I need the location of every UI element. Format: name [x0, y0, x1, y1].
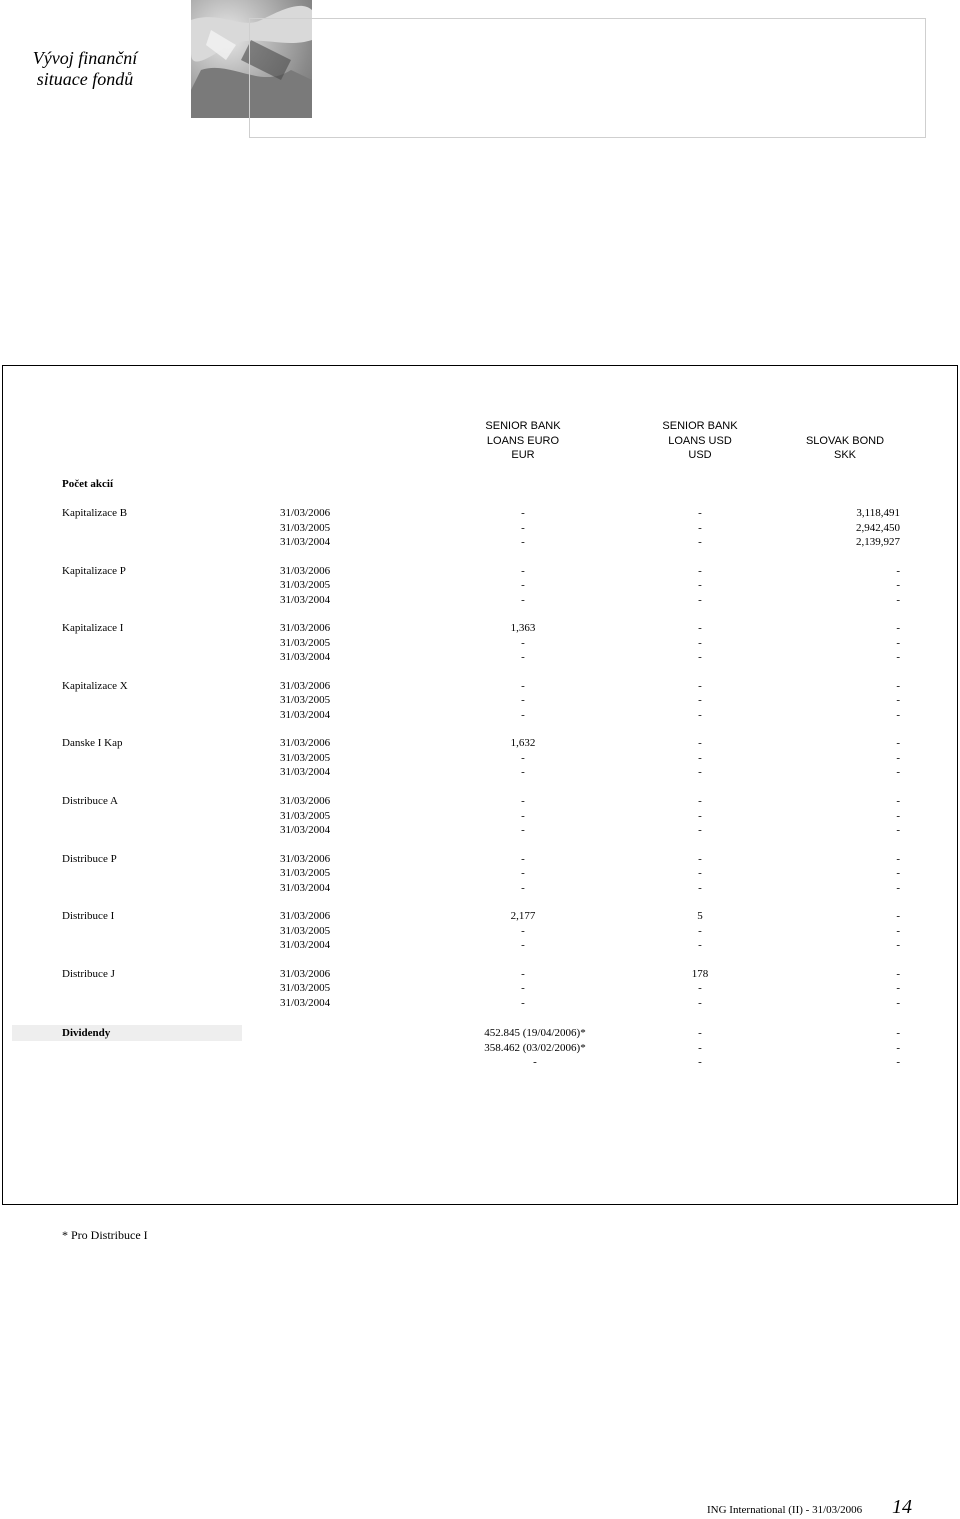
row-date: 31/03/2006 [280, 507, 331, 519]
table-cell: - [896, 795, 900, 807]
table-cell: - [521, 939, 525, 952]
column-header-line1: SENIOR BANK [485, 420, 561, 432]
table-cell: - [521, 967, 525, 980]
table-cell: - [896, 852, 900, 865]
dividend-cell: - [698, 1041, 702, 1054]
dividend-cell: - [698, 1056, 702, 1068]
page-title-line-1: Vývoj finanční [32, 48, 138, 68]
row-date: 31/03/2004 [280, 824, 331, 836]
row-date: 31/03/2005 [280, 867, 331, 880]
table-cell: - [698, 579, 702, 592]
row-date: 31/03/2006 [280, 737, 331, 750]
table-cell: 1,363 [510, 622, 536, 635]
table-cell: - [896, 564, 900, 577]
row-date: 31/03/2004 [280, 651, 331, 664]
table-cell: - [896, 982, 900, 995]
table-cell: - [698, 521, 702, 534]
table-cell: - [521, 536, 525, 548]
table-cell: 2,942,450 [856, 521, 900, 534]
row-date: 31/03/2005 [280, 809, 331, 822]
table-cell: - [698, 679, 702, 692]
row-date: 31/03/2004 [280, 881, 331, 894]
table-cell: - [698, 507, 702, 519]
table-cell: - [698, 751, 702, 764]
row-group-label: Kapitalizace P [62, 564, 126, 577]
table-cell: - [896, 910, 900, 923]
table-cell: 3,118,491 [856, 507, 900, 519]
row-date: 31/03/2006 [280, 910, 331, 923]
table-cell: - [896, 679, 900, 692]
column-header-line2: LOANS EURO [486, 435, 560, 447]
table-cell: 178 [691, 967, 709, 980]
row-group-label: Danske I Kap [62, 737, 123, 750]
column-header-currency: USD [688, 449, 712, 461]
column-header-line1: SENIOR BANK [662, 420, 738, 432]
table-cell: - [521, 996, 525, 1009]
table-cell: - [896, 824, 900, 836]
row-group-label: Distribuce I [62, 910, 115, 923]
table-cell: - [896, 708, 900, 721]
page-title [10, 48, 160, 90]
table-cell: - [698, 636, 702, 649]
table-cell: 1,632 [510, 737, 536, 750]
table-cell: - [896, 867, 900, 880]
table-cell: - [896, 737, 900, 750]
page-number: 14 [892, 1496, 912, 1518]
table-cell: - [698, 564, 702, 577]
column-header-currency: SKK [833, 449, 856, 461]
table-cell: - [698, 982, 702, 995]
table-cell: - [521, 766, 525, 779]
section-title: Počet akcií [62, 478, 114, 490]
row-date: 31/03/2005 [280, 924, 331, 937]
footer-text: ING International (II) - 31/03/2006 [707, 1504, 863, 1516]
table-cell: - [521, 809, 525, 822]
row-date: 31/03/2004 [280, 708, 331, 721]
dividends-label: Dividendy [62, 1027, 111, 1039]
table-cell: - [521, 694, 525, 707]
table-cell: - [698, 694, 702, 707]
table-cell: - [521, 507, 525, 519]
row-date: 31/03/2004 [280, 593, 331, 606]
table-cell: - [698, 881, 702, 894]
table-cell: - [896, 622, 900, 635]
table-cell: - [698, 622, 702, 635]
table-cell: - [521, 651, 525, 664]
table-cell: - [896, 881, 900, 894]
page-title-line-2: situace fondů [36, 69, 134, 89]
row-date: 31/03/2006 [280, 679, 331, 692]
row-date: 31/03/2006 [280, 852, 331, 865]
dividend-cell: - [896, 1027, 900, 1039]
table-cell: - [521, 579, 525, 592]
table-cell: - [896, 996, 900, 1009]
column-header-line2: LOANS USD [668, 435, 732, 447]
header-frame [249, 18, 926, 138]
table-cell: - [896, 636, 900, 649]
row-group-label: Kapitalizace X [62, 679, 128, 692]
table-cell: - [698, 939, 702, 952]
dividends-highlight [12, 1025, 242, 1041]
dividend-cell: - [896, 1056, 900, 1068]
row-date: 31/03/2006 [280, 564, 331, 577]
table-cell: - [896, 651, 900, 664]
table-cell: - [521, 824, 525, 836]
row-group-label: Distribuce P [62, 852, 117, 865]
table-cell: - [521, 751, 525, 764]
table-cell: - [521, 881, 525, 894]
table-cell: - [521, 636, 525, 649]
table-cell: - [521, 679, 525, 692]
table-cell: 5 [697, 910, 703, 923]
table-cell: - [521, 867, 525, 880]
column-header-currency: EUR [511, 449, 535, 461]
table-cell: - [896, 809, 900, 822]
table-cell: - [521, 852, 525, 865]
footnote: * Pro Distribuce I [62, 1228, 148, 1242]
table-cell: - [698, 809, 702, 822]
column-header-line2: SLOVAK BOND [805, 435, 885, 447]
table-cell: - [896, 694, 900, 707]
table-cell: 2,177 [510, 910, 536, 923]
table-cell: - [521, 982, 525, 995]
table-cell: - [698, 536, 702, 548]
row-date: 31/03/2005 [280, 982, 331, 995]
table-cell: - [521, 924, 525, 937]
row-date: 31/03/2005 [280, 521, 331, 534]
row-date: 31/03/2005 [280, 579, 331, 592]
table-cell: - [698, 824, 702, 836]
table-cell: - [698, 708, 702, 721]
row-date: 31/03/2005 [280, 694, 331, 707]
row-date: 31/03/2006 [280, 795, 331, 807]
dividend-cell: - [533, 1056, 537, 1068]
table-cell: - [521, 708, 525, 721]
row-date: 31/03/2004 [280, 536, 331, 548]
table-cell: - [521, 564, 525, 577]
table-cell: 2,139,927 [856, 536, 900, 548]
dividend-cell: - [698, 1027, 702, 1039]
table-cell: - [698, 593, 702, 606]
table-cell: - [698, 737, 702, 750]
table-cell: - [698, 852, 702, 865]
table-cell: - [896, 579, 900, 592]
table-frame [2, 365, 958, 1205]
table-cell: - [698, 867, 702, 880]
table-cell: - [698, 924, 702, 937]
table-cell: - [521, 593, 525, 606]
row-group-label: Distribuce A [62, 795, 118, 807]
table-cell: - [521, 521, 525, 534]
row-group-label: Kapitalizace B [62, 507, 128, 519]
row-group-label: Distribuce J [62, 967, 115, 980]
table-cell: - [896, 967, 900, 980]
table-cell: - [896, 939, 900, 952]
table-cell: - [896, 766, 900, 779]
table-cell: - [698, 795, 702, 807]
row-date: 31/03/2006 [280, 967, 331, 980]
table-cell: - [698, 996, 702, 1009]
row-group-label: Kapitalizace I [62, 622, 124, 635]
table-cell: - [698, 651, 702, 664]
dividend-cell: - [896, 1041, 900, 1054]
dividend-cell: 358.462 (03/02/2006)* [484, 1041, 586, 1054]
table-cell: - [896, 751, 900, 764]
row-date: 31/03/2004 [280, 939, 331, 952]
row-date: 31/03/2005 [280, 636, 331, 649]
table-cell: - [521, 795, 525, 807]
row-date: 31/03/2004 [280, 996, 331, 1009]
table-cell: - [896, 924, 900, 937]
row-date: 31/03/2006 [280, 622, 331, 635]
table-cell: - [698, 766, 702, 779]
dividend-cell: 452.845 (19/04/2006)* [484, 1027, 586, 1039]
row-date: 31/03/2005 [280, 751, 331, 764]
table-cell: - [896, 593, 900, 606]
row-date: 31/03/2004 [280, 766, 331, 779]
